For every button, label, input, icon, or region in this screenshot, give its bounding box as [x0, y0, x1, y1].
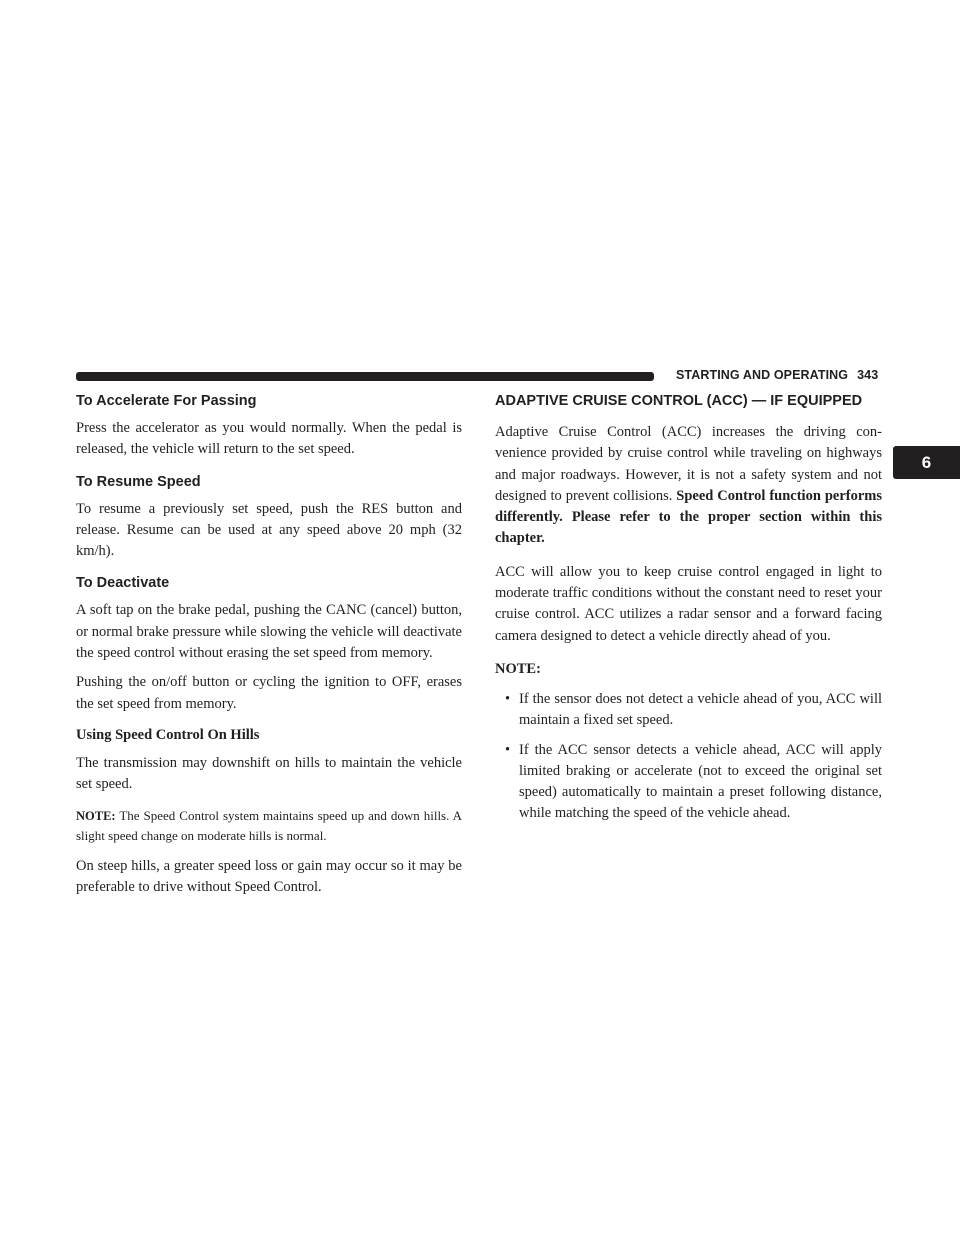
paragraph-acc-function: ACC will allow you to keep cruise control engaged in light to moderate traffic conditions without the constant need to reset your cruise control. ACC utilizes a radar sensor and a forward facing camera designed to detect a vehicle directly ahead of you. — [495, 563, 882, 644]
page-number: 343 — [857, 368, 879, 382]
note-hills — [76, 806, 462, 846]
paragraph-hills: The transmission may downshift on hills to maintain the vehicle set speed. — [76, 754, 462, 793]
heading-adaptive-cruise-control: ADAPTIVE CRUISE CONTROL (ACC) — IF EQUIPPED — [495, 393, 863, 409]
paragraph-deactivate-2: Pushing the on/off button or cycling the ignition to OFF, erases the set speed from memory. — [76, 674, 462, 712]
heading-speed-control-on-hills: Using Speed Control On Hills — [76, 726, 260, 743]
list-item — [495, 689, 882, 732]
running-header — [676, 368, 878, 382]
bullet-icon: • — [505, 741, 511, 758]
acc-intro-bold-warning: Speed Control function performs differently. Please refer to the proper section within this chapter. — [495, 487, 882, 547]
note-label: NOTE: — [76, 808, 116, 823]
paragraph-deactivate-1: A soft tap on the brake pedal, pushing the CANC (cancel) button, or normal brake pressure while slowing the vehicle will deactivate the speed control without erasing the set speed from memory. — [76, 602, 462, 662]
note-text: The Speed Control system maintains speed up and down hills. A slight speed change on moderate hills is normal. — [76, 807, 463, 844]
header-section-title: STARTING AND OPERATING — [676, 368, 849, 382]
paragraph-resume: To resume a previously set speed, push the RES button and release. Resume can be used at any speed above 20 mph (32 km/h). — [76, 500, 462, 560]
header-rule — [76, 372, 654, 381]
bullet-icon: • — [505, 690, 511, 707]
note-heading: NOTE: — [495, 660, 541, 677]
paragraph-steep-hills: On steep hills, a greater speed loss or gain may occur so it may be preferable to drive without Speed Control. — [76, 857, 462, 895]
heading-deactivate: To Deactivate — [76, 575, 170, 592]
bullet-text: If the sensor does not detect a vehicle ahead of you, ACC will maintain a fixed set speed. — [519, 690, 882, 729]
chapter-tab: 6 — [893, 446, 960, 479]
heading-resume-speed: To Resume Speed — [76, 473, 201, 490]
paragraph-accelerate: Press the accelerator as you would normally. When the pedal is released, the vehicle will return to the set speed. — [76, 420, 462, 458]
left-column — [76, 392, 462, 898]
bullet-text: If the ACC sensor detects a vehicle ahead, ACC will apply limited braking or accelerate (not to exceed the original set speed) automatically to maintain a preset following distance, while matching the speed of the vehicle ahead. — [519, 741, 882, 822]
note-bullet-list — [495, 689, 882, 825]
right-column — [495, 392, 882, 825]
list-item — [495, 740, 882, 825]
acc-intro-text: Adaptive Cruise Control (ACC) increases the driving con-venience provided by cruise control while traveling on highways and major roadways. However, it is not a safety system and not designed to prevent collisions. — [495, 424, 882, 504]
paragraph-acc-intro — [495, 422, 882, 550]
heading-accelerate-for-passing: To Accelerate For Passing — [76, 393, 257, 409]
